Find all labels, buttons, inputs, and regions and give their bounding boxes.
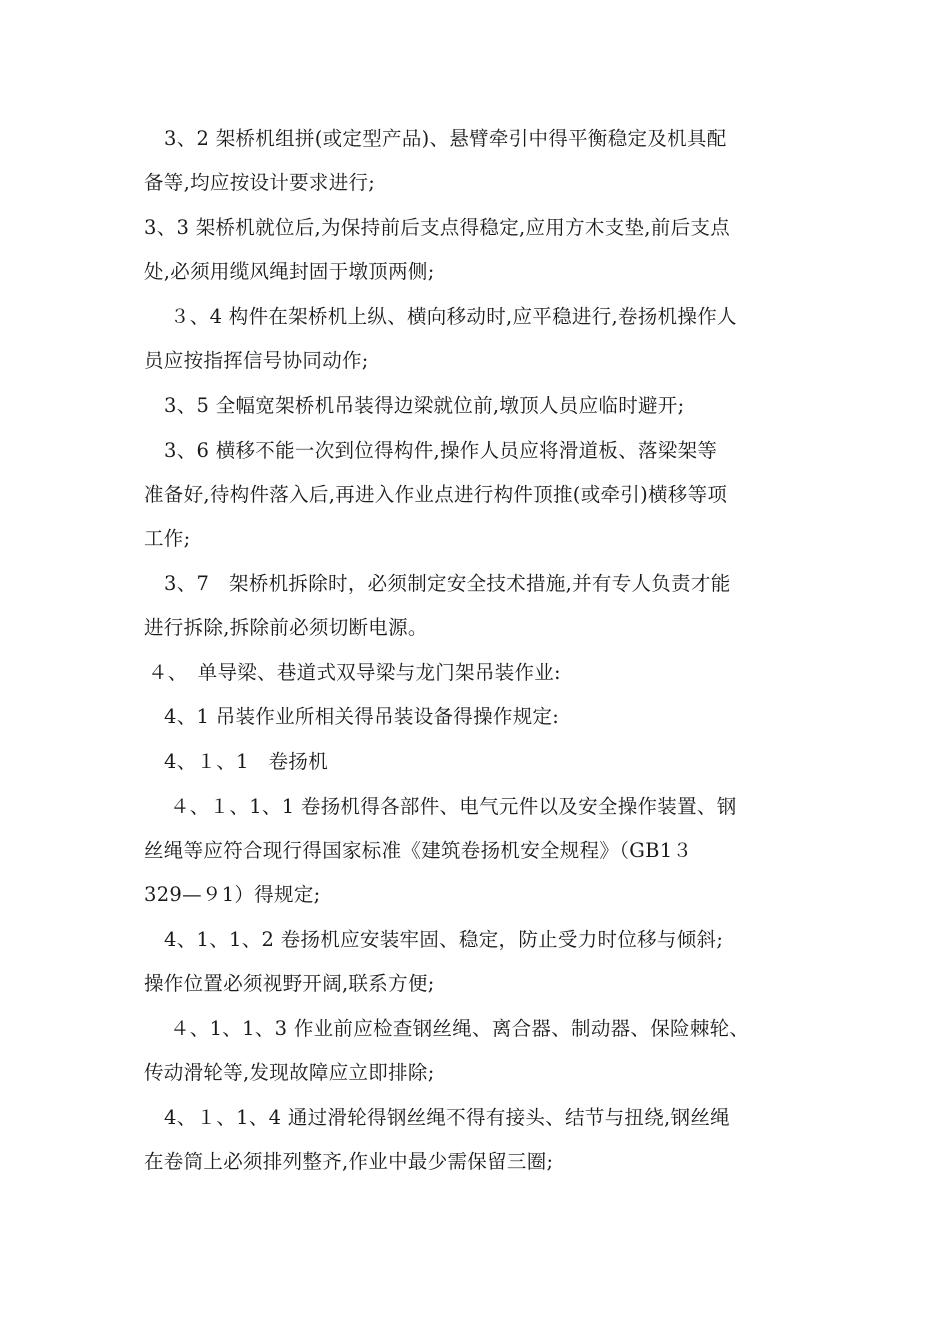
line-4-1: 4、1 吊装作业所相关得吊装设备得操作规定: <box>164 705 560 728</box>
line-4-1-1-3-a: ４、1、1、3 作业前应检查钢丝绳、离合器、制动器、保险棘轮、 <box>170 1017 750 1040</box>
section-4-heading: ４、 单导梁、巷道式双导梁与龙门架吊装作业: <box>148 661 561 684</box>
line-4-1-1-1-a: ４、１、1、1 卷扬机得各部件、电气元件以及安全操作装置、钢 <box>170 795 737 818</box>
line-3-7-b: 进行拆除,拆除前必须切断电源。 <box>144 616 428 639</box>
line-3-3-b: 处,必须用缆风绳封固于墩顶两侧; <box>144 260 435 283</box>
line-4-1-1-3-b: 传动滑轮等,发现故障应立即排除; <box>144 1061 435 1084</box>
line-3-2-b: 备等,均应按设计要求进行; <box>144 171 376 194</box>
line-4-1-1-2-b: 操作位置必须视野开阔,联系方便; <box>144 972 435 995</box>
line-3-4-b: 员应按指挥信号协同动作; <box>144 349 369 372</box>
line-4-1-1-4-a: 4、１、1、4 通过滑轮得钢丝绳不得有接头、结节与扭绕,钢丝绳 <box>164 1106 730 1129</box>
line-3-5: 3、5 全幅宽架桥机吊装得边梁就位前,墩顶人员应临时避开; <box>164 394 685 417</box>
line-3-3-a: 3、3 架桥机就位后,为保持前后支点得稳定,应用方木支垫,前后支点 <box>144 216 731 239</box>
line-3-6-a: 3、6 横移不能一次到位得构件,操作人员应将滑道板、落梁架等 <box>164 439 718 462</box>
line-3-6-b: 准备好,待构件落入后,再进入作业点进行构件顶推(或牵引)横移等项 <box>144 483 728 506</box>
line-3-6-c: 工作; <box>144 527 191 550</box>
line-4-1-1: 4、１、1 卷扬机 <box>164 750 329 773</box>
line-3-7-a: 3、7 架桥机拆除时，必须制定安全技术措施,并有专人负责才能 <box>164 572 731 595</box>
line-4-1-1-4-b: 在卷筒上必须排列整齐,作业中最少需保留三圈; <box>144 1150 554 1173</box>
line-4-1-1-1-b: 丝绳等应符合现行得国家标准《建筑卷扬机安全规程》（GB1３ <box>144 839 693 862</box>
line-4-1-1-2-a: 4、1、1、2 卷扬机应安装牢固、稳定，防止受力时位移与倾斜; <box>164 928 724 951</box>
line-4-1-1-1-c: 329—９1）得规定; <box>144 883 321 906</box>
line-3-4-a: ３、4 构件在架桥机上纵、横向移动时,应平稳进行,卷扬机操作人 <box>170 305 737 328</box>
line-3-2-a: 3、2 架桥机组拼(或定型产品)、悬臂牵引中得平衡稳定及机具配 <box>164 127 727 150</box>
